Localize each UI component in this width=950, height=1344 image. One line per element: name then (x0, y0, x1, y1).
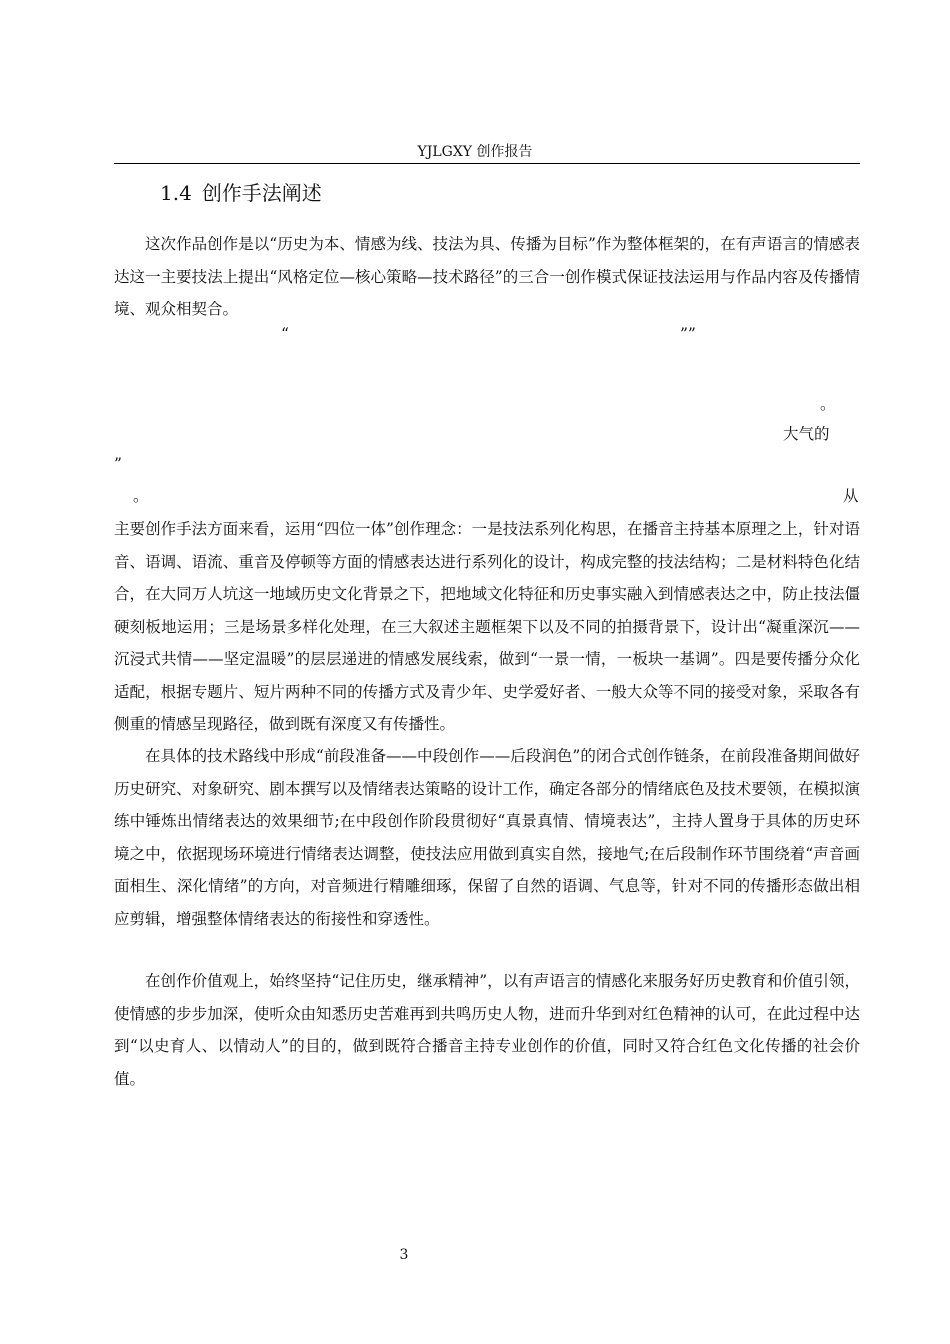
paragraph-3-block (114, 740, 860, 935)
page-number: 3 (399, 1247, 409, 1263)
section-heading (160, 180, 322, 206)
fragment-close-quote-2: ” (114, 455, 122, 473)
fragment-close-quotes: ”” (680, 325, 696, 343)
paragraph-1-block (114, 228, 860, 326)
paragraph-2: 主要创作手法方面来看，运用“四位一体”创作理念：一是技法系列化构思，在播音主持基本原理之上，针对语音、语调、语流、重音及停顿等方面的情感表达进行系列化的设计，构成完整的技法结构；二是材料特色化结合，在大同万人坑这一地域历史文化背景之下，把地域文化特征和历史事实融入到情感表达之中，防止技法僵硬刻板地运用；三是场景多样化处理，在三大叙述主题框架下以及不同的拍摄背景下，设计出“凝重深沉——沉浸式共情——坚定温暖”的层层递进的情感发展线索，做到“一景一情，一板块一基调”。四是要传播分众化适配，根据专题片、短片两种不同的传播方式及青少年、史学爱好者、一般大众等不同的接受对象，采取各有侧重的情感呈现路径，做到既有深度又有传播性。 (114, 520, 860, 733)
fragment-period-2: 。 (133, 487, 149, 505)
header-rule (114, 163, 860, 164)
paragraph-2-block (114, 513, 860, 741)
section-title: 创作手法阐述 (201, 181, 322, 205)
paragraph-4-block (114, 965, 860, 1095)
fragment-cong: 从 (843, 487, 859, 505)
paragraph-4: 在创作价值观上，始终坚持“记住历史，继承精神”，以有声语言的情感化来服务好历史教育和价值引领，使情感的步步加深，使听众由知悉历史苦难再到共鸣历史人物，进而升华到对红色精神的认可，在此过程中达到“以史育人、以情动人”的目的，做到既符合播音主持专业创作的价值，同时又符合红色文化传播的社会价值。 (114, 972, 860, 1088)
fragment-daqi: 大气的 (783, 425, 830, 443)
running-header: YJLGXY 创作报告 (417, 144, 533, 160)
paragraph-1: 这次作品创作是以“历史为本、情感为线、技法为具、传播为目标”作为整体框架的，在有声语言的情感表达这一主要技法上提出“风格定位—核心策略—技术路径”的三合一创作模式保证技法运用与作品内容及传播情境、观众相契合。 (114, 235, 860, 318)
fragment-open-quote: “ (281, 325, 289, 343)
fragment-period-1: 。 (820, 395, 836, 413)
paragraph-3: 在具体的技术路线中形成“前段准备——中段创作——后段润色”的闭合式创作链条，在前段准备期间做好历史研究、对象研究、剧本撰写以及情绪表达策略的设计工作，确定各部分的情绪底色及技术要领，在模拟演练中锤炼出情绪表达的效果细节;在中段创作阶段贯彻好“真景真情、情境表达”，主持人置身于具体的历史环境之中，依据现场环境进行情绪表达调整，使技法应用做到真实自然，接地气;在后段制作环节围绕着“声音画面相生、深化情绪”的方向，对音频进行精雕细琢，保留了自然的语调、气息等，针对不同的传播形态做出相应剪辑，增强整体情绪表达的衔接性和穿透性。 (114, 747, 860, 928)
section-number: 1.4 (160, 181, 192, 205)
